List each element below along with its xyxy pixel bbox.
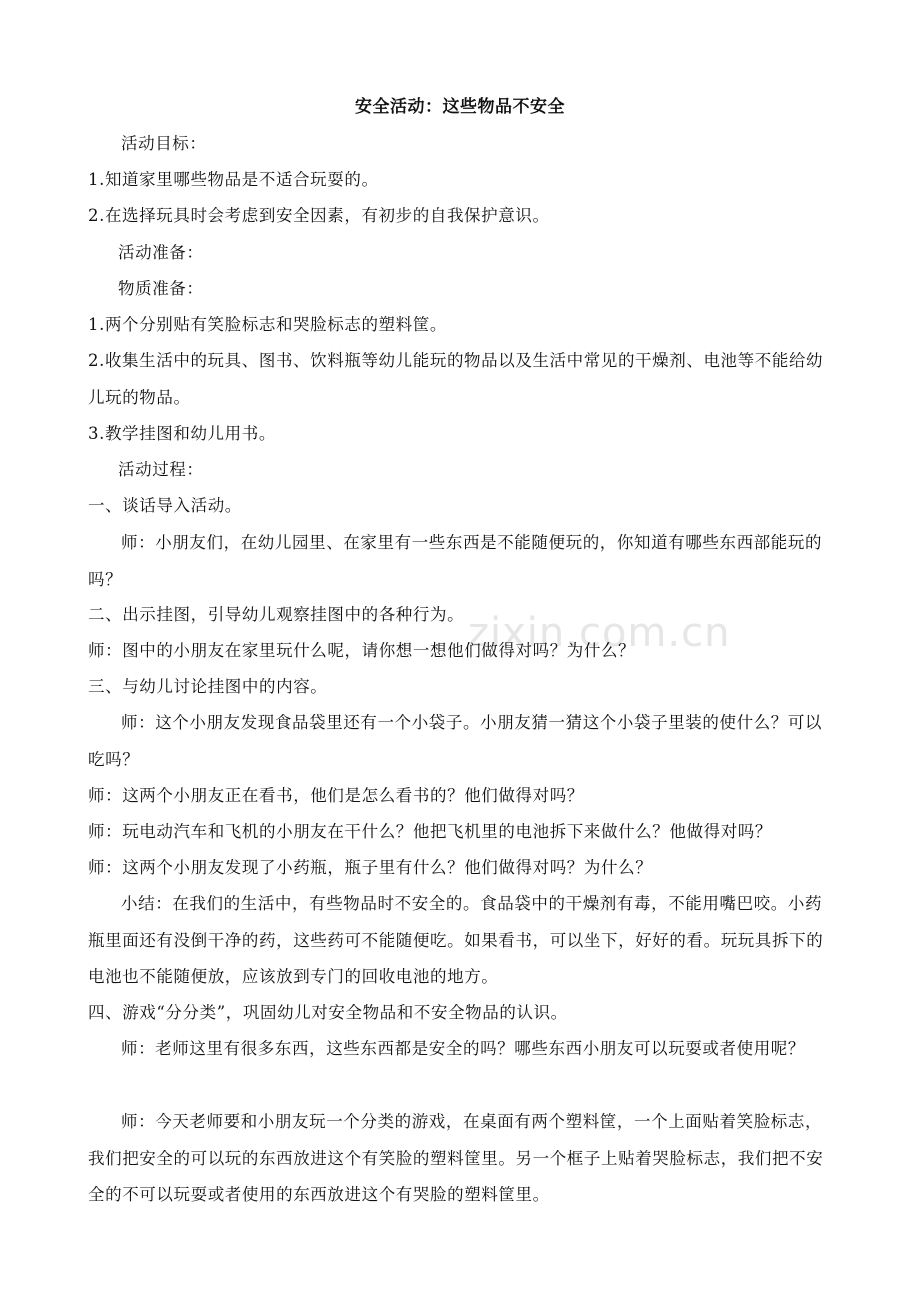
heading-preparation: 活动准备：: [118, 243, 204, 262]
step-4-dialogue-2: 师：今天老师要和小朋友玩一个分类的游戏，在桌面有两个塑料筐，一个上面贴着笑脸标志，我们把安全的可以玩的东西放进这个有笑脸的塑料筐里。另一个框子上贴着哭脸标志，我们把不安全的不可以玩耍或者使用的东西放进这个有哭脸的塑料筐里。: [88, 1112, 824, 1204]
watermark: zixin.com.cn: [468, 610, 731, 656]
summary: 小结：在我们的生活中，有些物品时不安全的。食品袋中的干燥剂有毒，不能用嘴巴咬。小药瓶里面还有没倒干净的药，这些药可不能随便吃。如果看书，可以坐下，好好的看。玩玩具拆下的电池也不能随便放，应该放到专门的回收电池的地方。: [88, 894, 824, 986]
step-2-heading: 二、出示挂图，引导幼儿观察挂图中的各种行为。: [88, 605, 465, 624]
step-1-dialogue: 师：小朋友们，在幼儿园里、在家里有一些东西是不能随便玩的，你知道有哪些东西部能玩的吗？: [88, 533, 823, 589]
material-item-1: 1.两个分别贴有笑脸标志和哭脸标志的塑料筐。: [88, 315, 447, 334]
goal-item-2: 2.在选择玩具时会考虑到安全因素，有初步的自我保护意识。: [88, 206, 550, 225]
heading-process: 活动过程：: [118, 460, 204, 479]
material-item-3: 3.教学挂图和幼儿用书。: [88, 424, 276, 443]
step-3-dialogue-2: 师：这两个小朋友正在看书，他们是怎么看书的？他们做得对吗？: [88, 786, 584, 805]
step-3-dialogue-1: 师：这个小朋友发现食品袋里还有一个小袋子。小朋友猜一猜这个小袋子里装的使什么？可以吃吗？: [88, 713, 823, 769]
step-4-dialogue-1: 师：老师这里有很多东西，这些东西都是安全的吗？哪些东西小朋友可以玩耍或者使用呢？: [121, 1039, 805, 1058]
step-3-dialogue-4: 师：这两个小朋友发现了小药瓶，瓶子里有什么？他们做得对吗？为什么？: [88, 858, 653, 877]
goal-item-1: 1.知道家里哪些物品是不适合玩耍的。: [88, 170, 379, 189]
heading-goals: 活动目标：: [121, 134, 207, 153]
step-3-heading: 三、与幼儿讨论挂图中的内容。: [88, 677, 328, 696]
document-title: 安全活动：这些物品不安全: [355, 97, 565, 117]
step-3-dialogue-3: 师：玩电动汽车和飞机的小朋友在干什么？他把飞机里的电池拆下来做什么？他做得对吗？: [88, 822, 772, 841]
step-2-dialogue: 师：图中的小朋友在家里玩什么呢，请你想一想他们做得对吗？为什么？: [88, 641, 636, 660]
material-item-2: 2.收集生活中的玩具、图书、饮料瓶等幼儿能玩的物品以及生活中常见的干燥剂、电池等不能给幼儿玩的物品。: [88, 351, 824, 407]
step-1-heading: 一、谈话导入活动。: [88, 496, 242, 515]
step-4-heading: 四、游戏“分分类”，巩固幼儿对安全物品和不安全物品的认识。: [88, 1003, 568, 1022]
heading-materials: 物质准备：: [118, 279, 204, 298]
